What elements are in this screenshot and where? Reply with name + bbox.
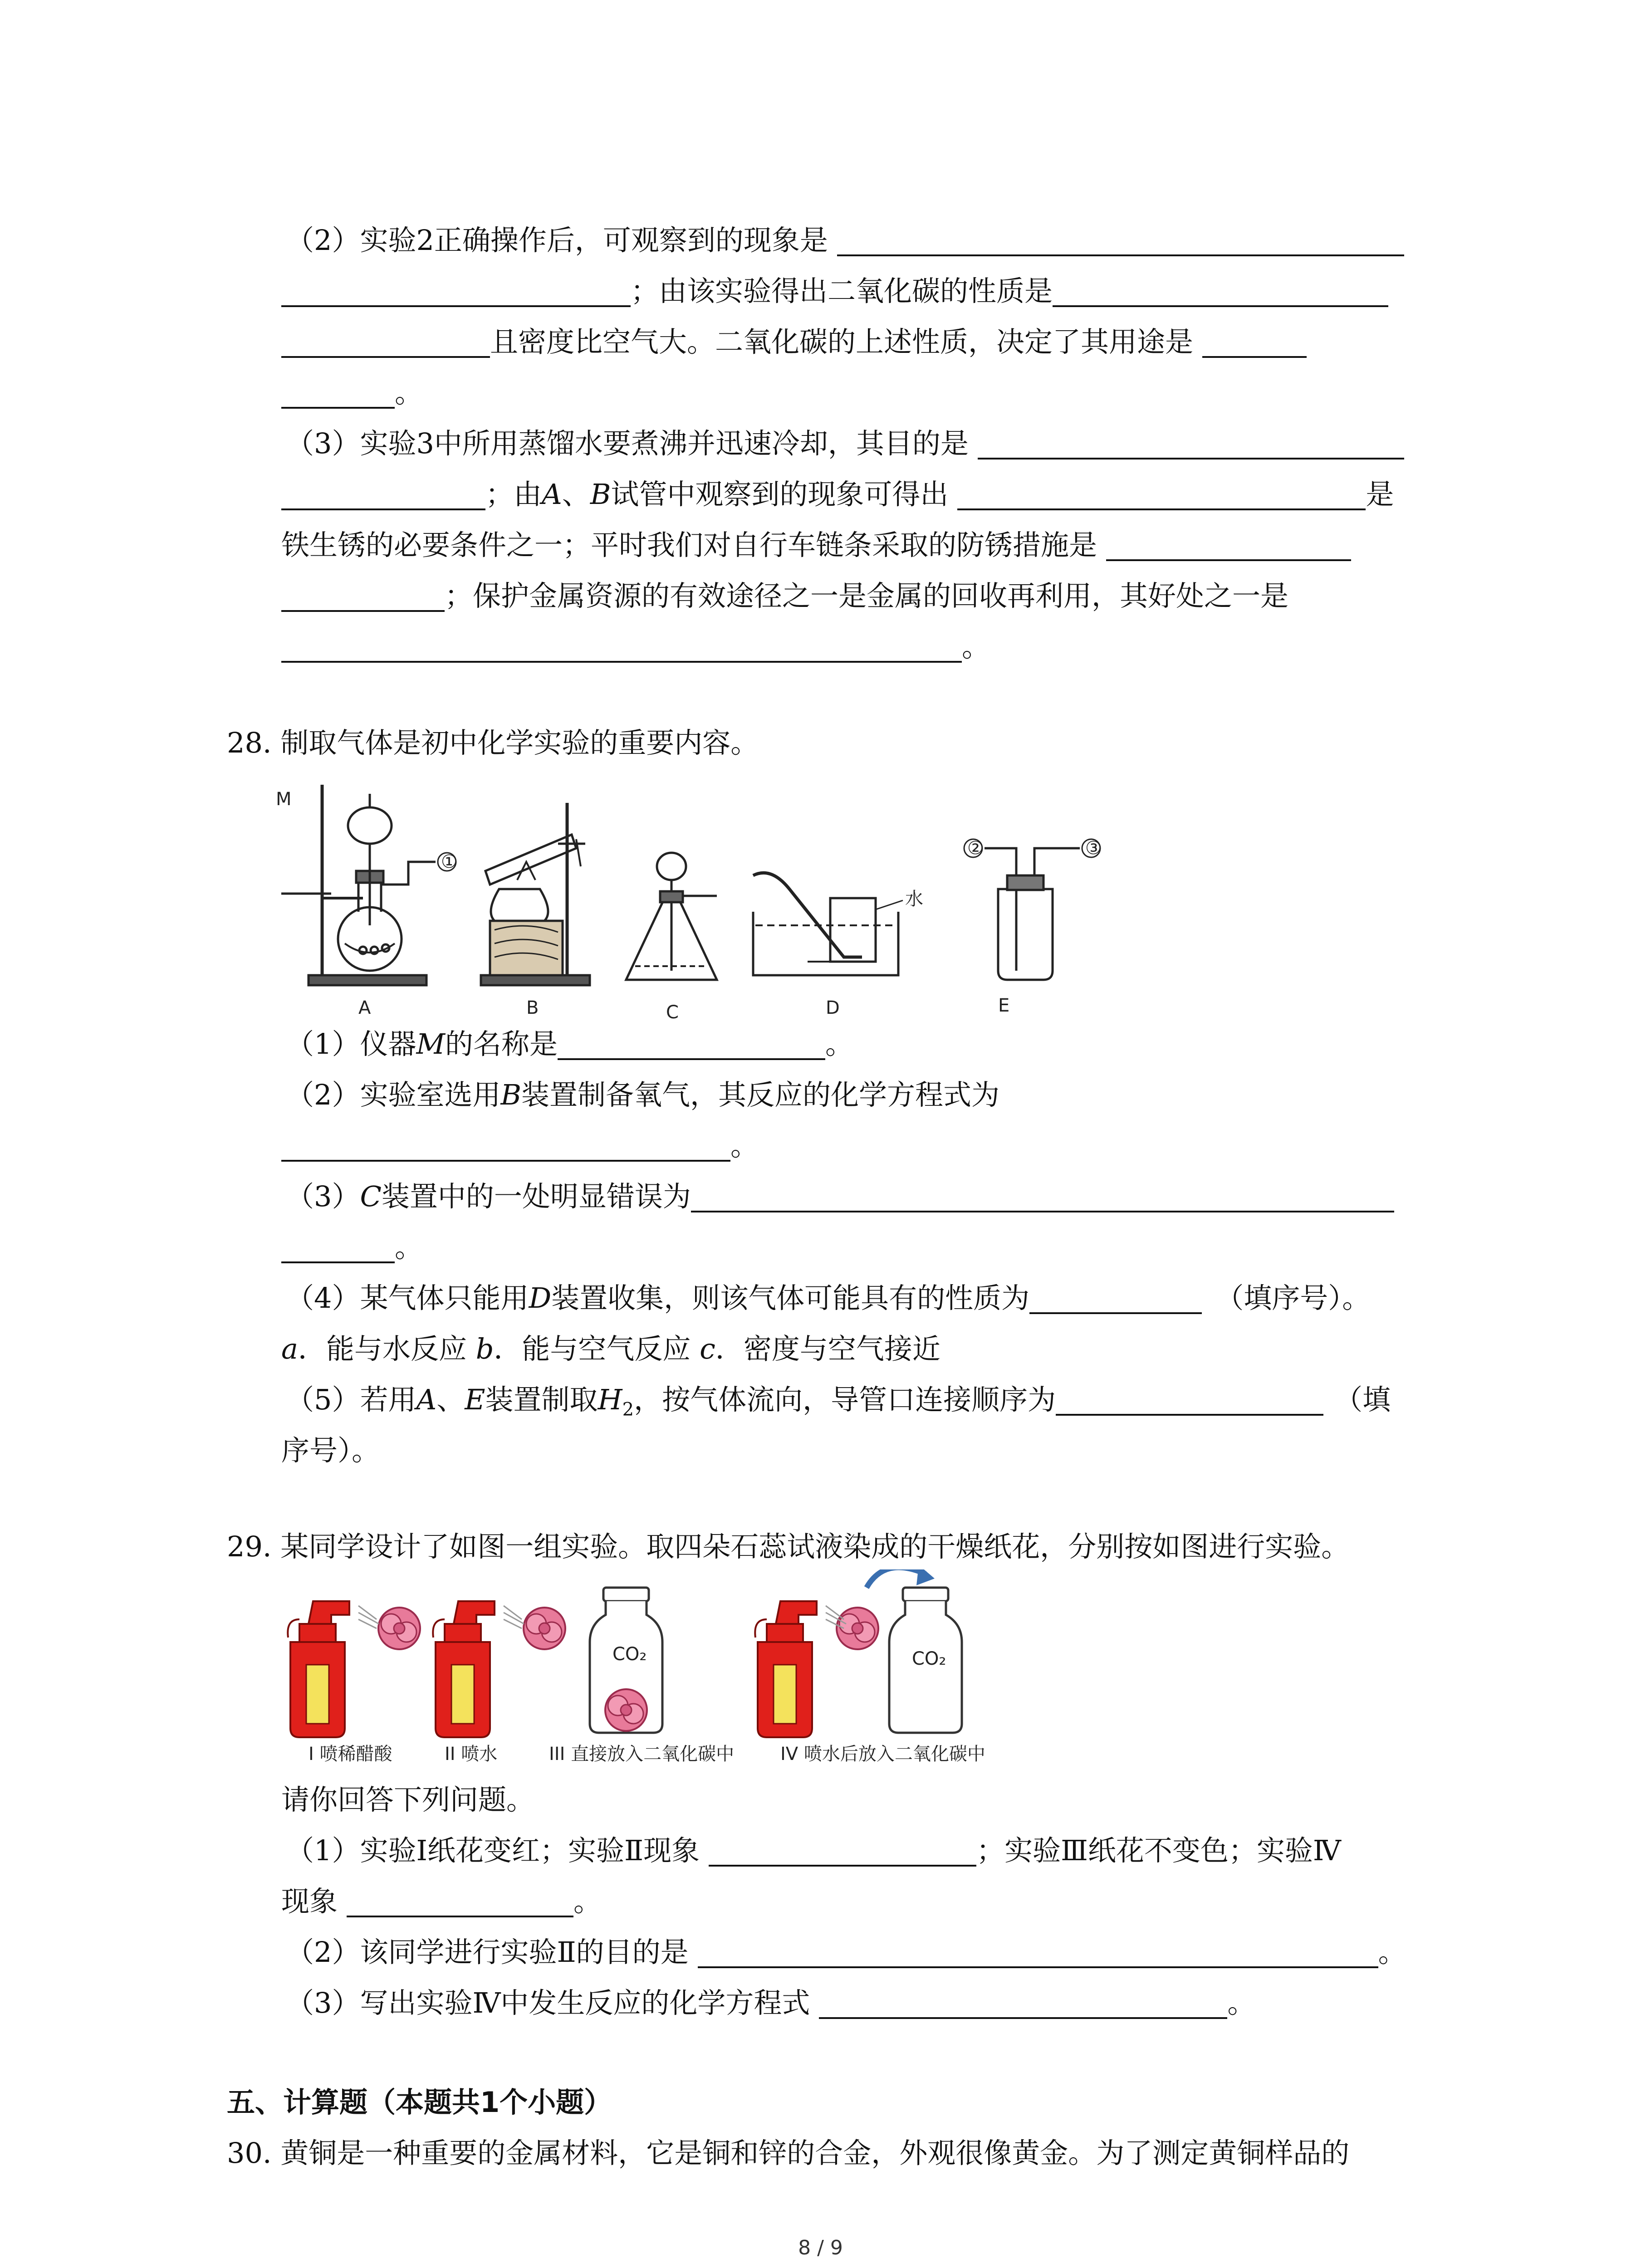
answer-blank[interactable] (698, 1937, 1378, 1968)
label-n1: ① (441, 851, 457, 872)
q27-p3-line2: ；由A、B试管中观察到的现象可得出 是 (281, 476, 1394, 513)
apparatus-b (481, 803, 590, 985)
label-n2: ② (967, 838, 984, 859)
caption-ii: II 喷水 (445, 1744, 498, 1765)
q29-stem: 29. 某同学设计了如图一组实验。取四朵石蕊试液染成的干燥纸花，分别按如图进行实验。 (227, 1530, 1350, 1563)
q28-sub2: （2）实验室选用B装置制备氧气，其反应的化学方程式为 (286, 1078, 1000, 1111)
section-five-title: 五、计算题（本题共1个小题） (227, 2086, 612, 2119)
label-a: A (358, 997, 371, 1018)
paper-flower-icon (524, 1608, 565, 1649)
paper-flower-icon (378, 1608, 420, 1649)
q27-p2-line3: 且密度比空气大。二氧化碳的上述性质，决定了其用途是 (281, 324, 1307, 360)
answer-blank[interactable] (281, 327, 490, 358)
label-e: E (998, 995, 1010, 1016)
paper-flower-icon (605, 1689, 647, 1731)
q29-sub1: （1）实验Ⅰ纸花变红；实验Ⅱ现象 ；实验Ⅲ纸花不变色；实验Ⅳ (286, 1834, 1341, 1867)
label-m: M (276, 789, 292, 810)
apparatus-e (985, 848, 1080, 980)
spray-bottle-icon (288, 1601, 349, 1737)
answer-blank[interactable] (1202, 327, 1307, 358)
answer-blank[interactable] (691, 1182, 1394, 1212)
answer-blank[interactable] (709, 1836, 976, 1867)
answer-blank[interactable] (281, 1232, 395, 1263)
answer-blank[interactable] (957, 479, 1366, 510)
q28-sub5-cont: 序号）。 (281, 1434, 380, 1467)
answer-blank[interactable] (281, 581, 445, 612)
q27-p3-line3: 铁生锈的必要条件之一；平时我们对自行车链条采取的防锈措施是 (281, 527, 1351, 563)
apparatus-c (626, 853, 717, 980)
apparatus-d (753, 873, 903, 975)
q28-stem: 28. 制取气体是初中化学实验的重要内容。 (227, 726, 759, 759)
q28-sub1: （1）仪器M的名称是 。 (286, 1027, 853, 1061)
answer-blank[interactable] (281, 276, 631, 307)
answer-blank[interactable] (281, 1131, 730, 1162)
apparatus-a (281, 785, 436, 985)
caption-iv: IV 喷水后放入二氧化碳中 (780, 1744, 985, 1765)
q29-prompt: 请你回答下列问题。 (281, 1783, 535, 1816)
answer-blank[interactable] (1053, 276, 1388, 307)
label-b: B (526, 997, 539, 1018)
caption-iii: III 直接放入二氧化碳中 (549, 1744, 735, 1765)
q29-sub2: （2）该同学进行实验Ⅱ的目的是 。 (286, 1936, 1406, 1969)
q28-sub4: （4）某气体只能用D装置收集，则该气体可能具有的性质为 （填序号）。 (286, 1281, 1371, 1315)
answer-blank[interactable] (1056, 1385, 1323, 1416)
label-d: D (826, 997, 840, 1018)
answer-blank[interactable] (281, 632, 962, 663)
spray-bottle-icon (433, 1601, 495, 1737)
answer-blank[interactable] (347, 1887, 573, 1917)
q27-p2-line2: ；由该实验得出二氧化碳的性质是 (281, 273, 1388, 309)
co2-label: CO₂ (912, 1648, 946, 1669)
answer-blank[interactable] (1106, 530, 1351, 561)
answer-blank[interactable] (558, 1029, 825, 1060)
q29-sub1-cont: 现象 。 (281, 1885, 602, 1918)
litmus-flower-figure (281, 1569, 1053, 1778)
q28-sub4-options: a．能与水反应 b．能与空气反应 c．密度与空气接近 (281, 1332, 941, 1365)
q27-p2-line4: 。 (281, 375, 423, 411)
q29-sub3: （3）写出实验Ⅳ中发生反应的化学方程式 。 (286, 1986, 1256, 2019)
answer-blank[interactable] (281, 479, 485, 510)
co2-label: CO₂ (612, 1644, 647, 1665)
label-n3: ③ (1085, 838, 1102, 859)
answer-blank[interactable] (1029, 1283, 1202, 1314)
q27-p3-line1: （3）实验3中所用蒸馏水要煮沸并迅速冷却，其目的是 (286, 425, 1404, 462)
answer-blank[interactable] (819, 1988, 1227, 2019)
q28-sub3: （3）C装置中的一处明显错误为 (286, 1178, 1394, 1215)
q27-p2-line1: （2）实验2正确操作后，可观察到的现象是 (286, 222, 1404, 259)
q28-sub3-cont: 。 (281, 1229, 423, 1266)
gas-apparatus-figure (272, 776, 1116, 1021)
q30-stem: 30. 黄铜是一种重要的金属材料，它是铜和锌的合金，外观很像黄金。为了测定黄铜样品的 (227, 2136, 1350, 2170)
page-number: 8 / 9 (798, 2236, 843, 2259)
spray-bottle-icon (755, 1601, 817, 1737)
caption-i: I 喷稀醋酸 (309, 1744, 392, 1765)
label-c: C (666, 1002, 679, 1021)
label-water: 水 (905, 889, 923, 909)
answer-blank[interactable] (978, 429, 1404, 459)
q27-p3-line5: 。 (281, 629, 990, 665)
q28-sub5: （5）若用A、E装置制取$H_2$，按气体流向，导管口连接顺序为 （填 (286, 1383, 1391, 1420)
q28-sub2-answer: 。 (281, 1128, 759, 1164)
q27-p3-line4: ；保护金属资源的有效途径之一是金属的回收再利用，其好处之一是 (281, 578, 1288, 614)
answer-blank[interactable] (837, 225, 1404, 256)
answer-blank[interactable] (281, 378, 395, 409)
